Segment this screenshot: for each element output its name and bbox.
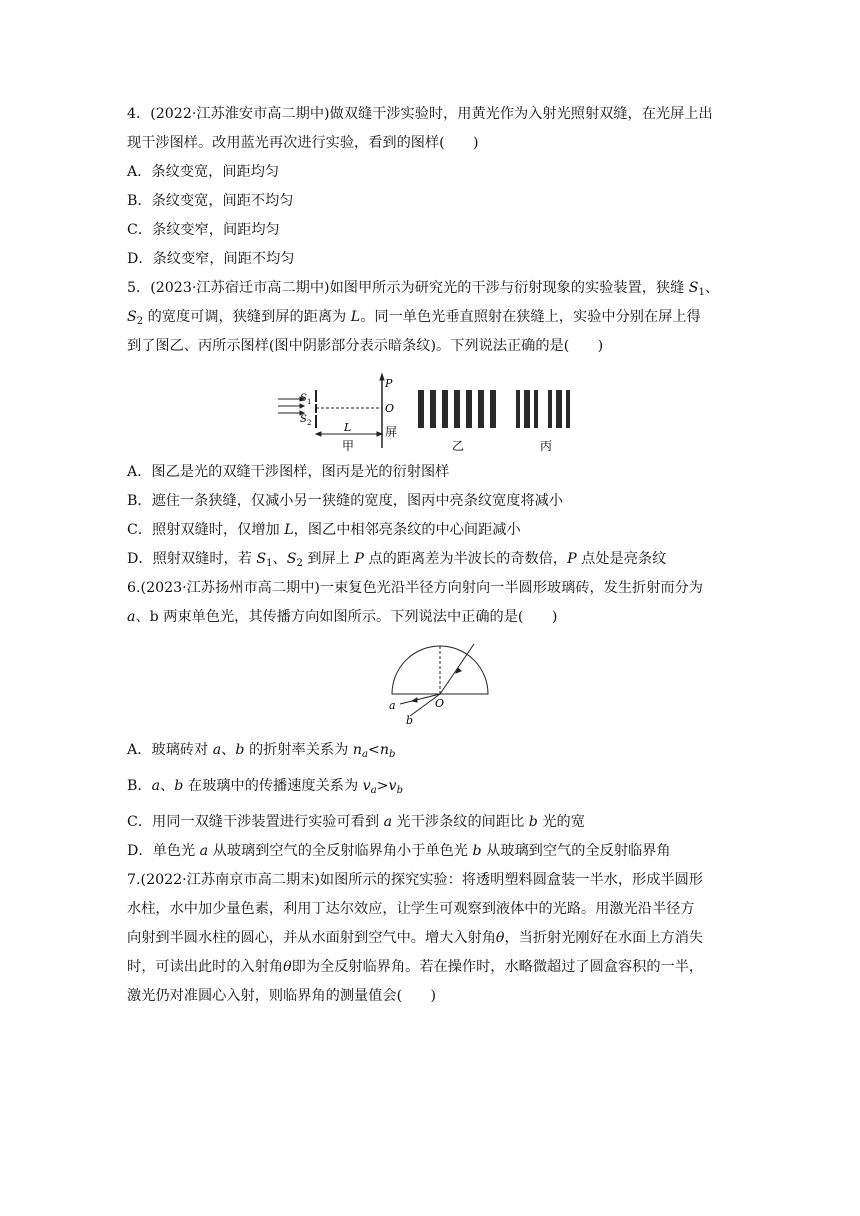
- fig-yi-label: 乙: [452, 439, 465, 453]
- fig-p-label: P: [385, 377, 393, 390]
- q5-option-b: B．遮住一条狭缝，仅减小另一狭缝的宽度，图丙中亮条纹宽度将减小: [127, 493, 564, 509]
- fig-bing-fringes: [516, 390, 570, 428]
- fig-o-label: O: [435, 697, 445, 710]
- q6-option-a: A．玻璃砖对 a、b 的折射率关系为 $n_a<n_b$: [127, 742, 396, 760]
- q4-option-c: C．条纹变窄，间距均匀: [127, 222, 280, 238]
- q7-stem-line1: 7.(2022·江苏南京市高二期末)如图所示的探究实验：将透明塑料圆盒装一半水，形成半圆形: [127, 872, 703, 888]
- svg-text:1: 1: [307, 398, 312, 406]
- q6-stem-line2: a、b 两束单色光，其传播方向如图所示。下列说法中正确的是( ): [127, 609, 558, 625]
- fig-jia-label: 甲: [342, 439, 355, 453]
- q5-option-a: A．图乙是光的双缝干涉图样，图丙是光的衍射图样: [127, 464, 450, 480]
- q6-stem-line1: 6.(2023·江苏扬州市高二期中)一束复色光沿半径方向射向一半圆形玻璃砖，发生折射而分为: [127, 580, 703, 596]
- q4-stem-line1: 4．(2022·江苏淮安市高二期中)做双缝干涉实验时，用黄光作为入射光照射双缝，在光屏上出: [127, 106, 713, 122]
- fig-bing-label: 丙: [540, 439, 553, 453]
- q6-option-b: B．a、b 在玻璃中的传播速度关系为 $v_a>v_b$: [127, 778, 403, 796]
- fig-l-label: L: [344, 421, 352, 434]
- q4-stem-line2: 现干涉图样。改用蓝光再次进行实验，看到的图样( ): [127, 135, 479, 151]
- svg-text:2: 2: [307, 419, 312, 427]
- q5-stem-line1: 5．(2023·江苏宿迁市高二期中)如图甲所示为研究光的干涉与衍射现象的实验装置，狭缝 $S_1$、: [127, 280, 720, 298]
- q7-stem-line3: 向射到半圆水柱的圆心，并从水面射到空气中。增大入射角θ，当折射光刚好在水面上方消失: [127, 930, 704, 946]
- q6-figure: [380, 640, 510, 725]
- q5-stem-line2: $S_2$ 的宽度可调，狭缝到屏的距离为 L。同一单色光垂直照射在狭缝上，实验中分别在屏上得: [127, 309, 701, 327]
- q4-option-a: A．条纹变宽，间距均匀: [127, 164, 280, 180]
- fig-screen-label: 屏: [385, 425, 398, 439]
- q7-stem-line4: 时，可读出此时的入射角θ即为全反射临界角。若在操作时，水略微超过了圆盒容积的一半，: [127, 959, 704, 975]
- q6-option-d: D．单色光 a 从玻璃到空气的全反射临界角小于单色光 b 从玻璃到空气的全反射临界角: [127, 843, 671, 859]
- fig-s1-label: S: [300, 393, 307, 404]
- q5-stem-line3: 到了图乙、丙所示图样(图中阴影部分表示暗条纹)。下列说法正确的是( ): [127, 338, 604, 354]
- fig-s2-label: S: [300, 414, 307, 425]
- fig-yi-fringes: [418, 390, 496, 428]
- q5-option-d: D．照射双缝时，若 $S_1$、$S_2$ 到屏上 P 点的距离差为半波长的奇数倍，P 点处是亮条纹: [127, 551, 667, 569]
- q4-option-d: D．条纹变窄，间距不均匀: [127, 251, 295, 267]
- fig-o-label: O: [385, 402, 395, 415]
- fig-b-label: b: [406, 714, 414, 725]
- q4-option-b: B．条纹变宽，间距不均匀: [127, 193, 294, 209]
- q7-stem-line5: 激光仍对准圆心入射，则临界角的测量值会( ): [127, 988, 437, 1004]
- fig-a-label: a: [389, 699, 396, 712]
- q6-option-c: C．用同一双缝干涉装置进行实验可看到 a 光干涉条纹的间距比 b 光的宽: [127, 814, 585, 830]
- q7-stem-line2: 水柱，水中加少量色素，利用丁达尔效应，让学生可观察到液体中的光路。用激光沿半径方: [127, 901, 695, 917]
- q5-figure: [270, 370, 600, 460]
- q5-option-c: C．照射双缝时，仅增加 L，图乙中相邻亮条纹的中心间距减小: [127, 522, 521, 538]
